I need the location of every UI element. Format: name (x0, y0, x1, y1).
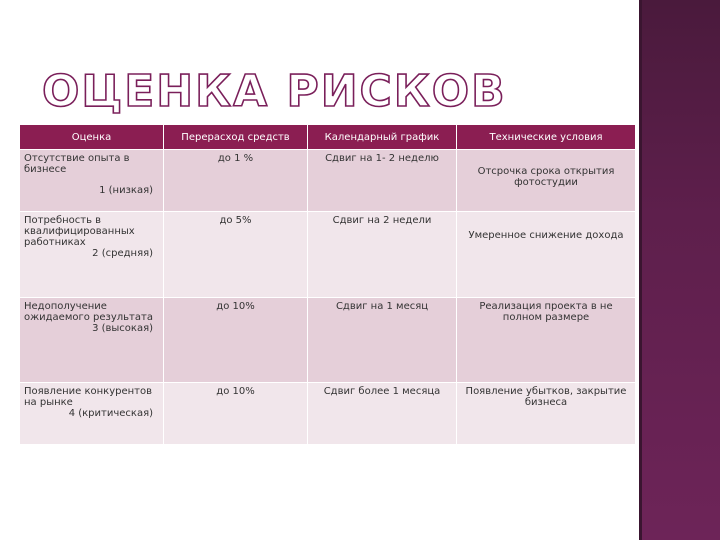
risk-name: Отсутствие опыта в бизнесе (24, 153, 130, 175)
risk-table (20, 125, 636, 445)
risk-name: Потребность в квалифицированных работниках (24, 215, 135, 248)
schedule-cell: Сдвиг на 2 недели (308, 212, 457, 298)
technical-cell: Появление убытков, закрытие бизнеса (457, 383, 636, 445)
schedule-cell: Сдвиг на 1 месяц (308, 298, 457, 383)
table-row (20, 383, 636, 445)
overspend-cell: до 1 % (164, 150, 308, 212)
risk-name: Недополучение ожидаемого результата (24, 301, 153, 323)
risk-level: 1 (низкая) (99, 185, 153, 196)
technical-cell: Умеренное снижение дохода (457, 212, 636, 298)
table-row (20, 212, 636, 298)
risk-name: Появление конкурентов на рынке (24, 386, 152, 408)
technical-cell: Реализация проекта в не полном размере (457, 298, 636, 383)
overspend-cell: до 10% (164, 383, 308, 445)
risk-cell (20, 298, 164, 383)
risk-cell (20, 212, 164, 298)
risk-cell (20, 150, 164, 212)
slide-title: ОЦЕНКА РИСКОВ (42, 66, 507, 117)
overspend-cell: до 5% (164, 212, 308, 298)
table-row (20, 298, 636, 383)
schedule-cell: Сдвиг на 1- 2 неделю (308, 150, 457, 212)
schedule-cell: Сдвиг более 1 месяца (308, 383, 457, 445)
header-technical: Технические условия (457, 125, 636, 150)
risk-level: 2 (средняя) (92, 248, 153, 259)
table-header-row (20, 125, 636, 150)
overspend-cell: до 10% (164, 298, 308, 383)
header-overspend: Перерасход средств (164, 125, 308, 150)
risk-level: 4 (критическая) (68, 408, 153, 419)
risk-cell (20, 383, 164, 445)
header-schedule: Календарный график (308, 125, 457, 150)
risk-level: 3 (высокая) (92, 323, 153, 334)
table-row (20, 150, 636, 212)
technical-cell: Отсрочка срока открытия фотостудии (457, 150, 636, 212)
header-assessment: Оценка (20, 125, 164, 150)
decorative-sidebar (642, 0, 720, 540)
